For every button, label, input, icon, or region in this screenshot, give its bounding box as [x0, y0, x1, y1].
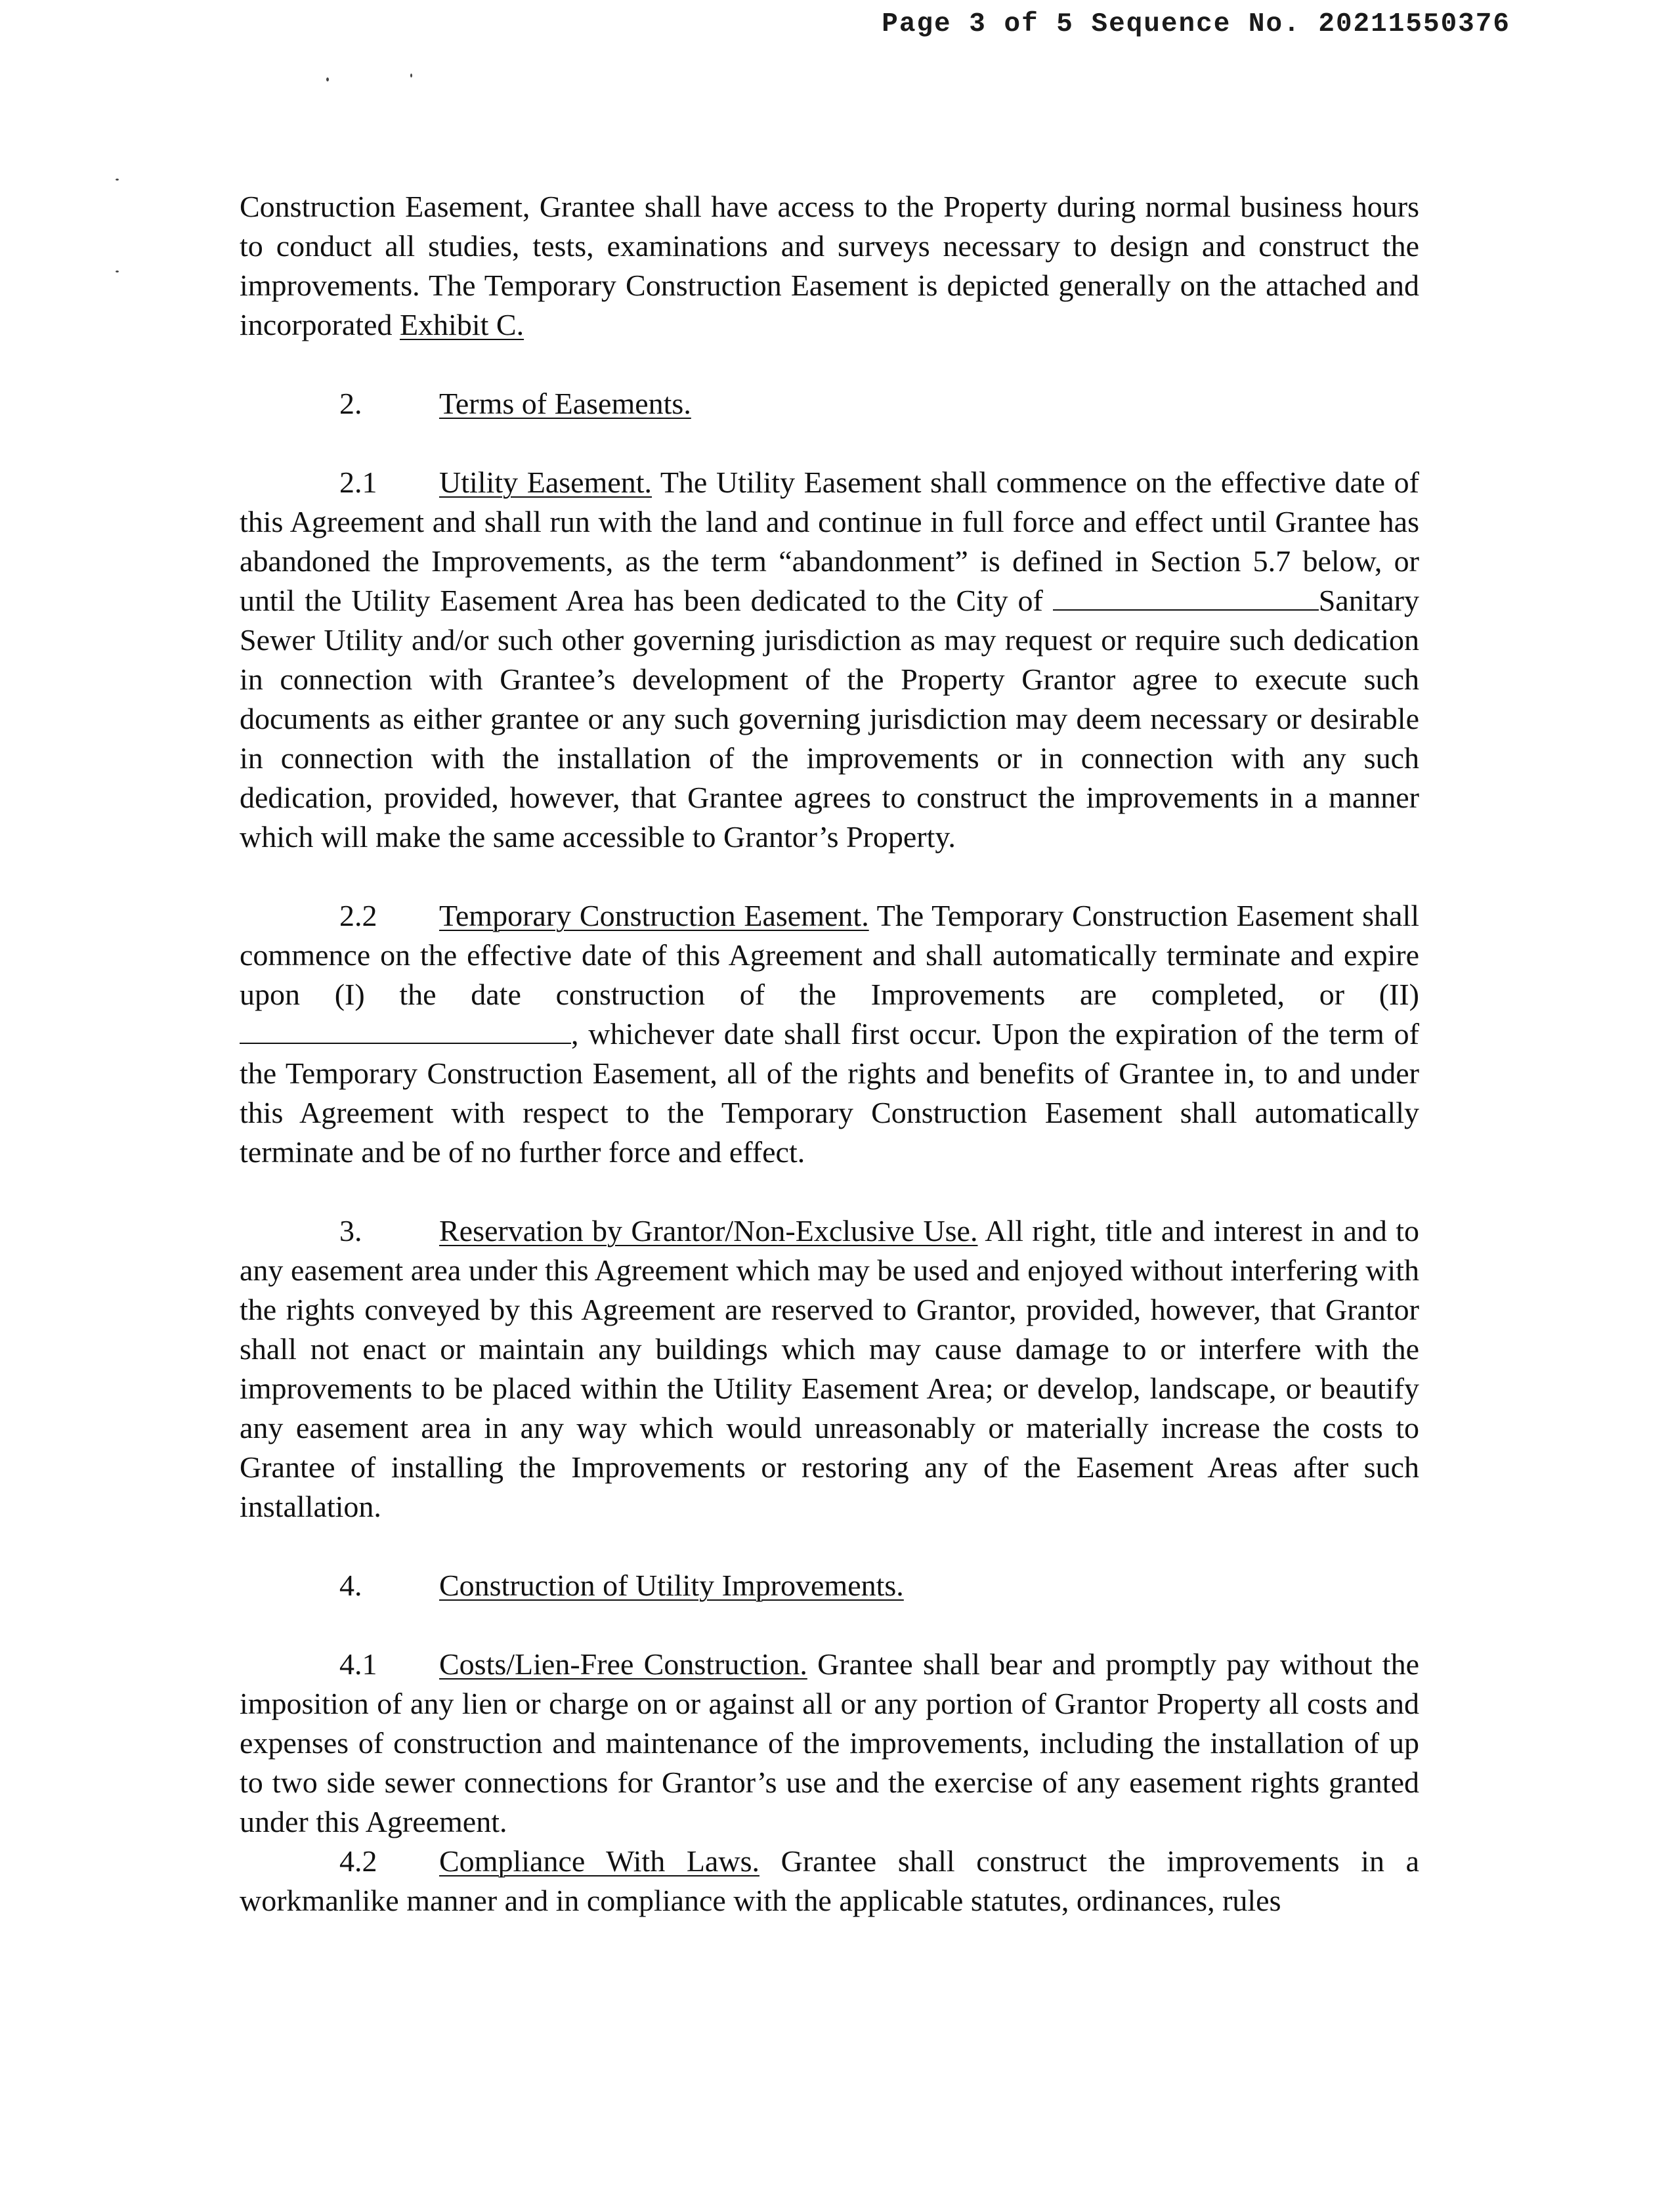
- scan-speck: [116, 271, 119, 272]
- section-number: 4.: [339, 1569, 362, 1602]
- intro-paragraph: [240, 187, 1419, 345]
- section-title: Terms of Easements.: [439, 387, 691, 420]
- section-number: 3.: [339, 1214, 362, 1247]
- section-text: , whichever date shall first occur. Upon the expiration of the term of the Temporary Construction Easement, all of the rights and benefits of Grantee in, to and under this Agreement with respect to the Temporary Construction Easement shall automatically terminate and be of no further force and effect.: [240, 1017, 1419, 1169]
- scan-speck: [116, 179, 119, 181]
- page-sequence-stamp: Page 3 of 5 Sequence No. 20211550376: [882, 9, 1510, 39]
- section-title: Reservation by Grantor/Non-Exclusive Use.: [439, 1214, 978, 1247]
- section-4-2-paragraph: [240, 1842, 1419, 1920]
- section-text: Grantee shall bear and promptly pay without the imposition of any lien or charge on or against all or any portion of Grantor Property all costs and expenses of construction and maintenance of the improvements, including the installation of up to two side sewer connections for Grantor’s use and the exercise of any easement rights granted under this Agreement.: [240, 1647, 1419, 1838]
- section-title: Costs/Lien-Free Construction.: [439, 1647, 807, 1681]
- section-3-paragraph: [240, 1211, 1419, 1527]
- fill-in-blank-date: [240, 1016, 571, 1044]
- exhibit-reference: Exhibit C.: [399, 308, 524, 341]
- section-4-1-paragraph: [240, 1645, 1419, 1842]
- fill-in-blank-city: [1053, 583, 1319, 611]
- section-number: 4.1: [339, 1647, 377, 1681]
- section-4-heading: [240, 1566, 1419, 1605]
- section-text: The Utility Easement shall commence on the effective date of this Agreement and shall run with the land and continue in full force and effect until Grantee has abandoned the Improvements, as the term “abandonment” is defined in Section 5.7 below, or until the Utility Easement Area has been dedicated to the City of: [240, 466, 1420, 617]
- document-body: [240, 187, 1419, 1920]
- section-text: All right, title and interest in and to any easement area under this Agreement which may be used and enjoyed without interfering with the rights conveyed by this Agreement are reserved to Grantor, provided, however, that Grantor shall not enact or maintain any buildings which may cause damage to or interfere with the improvements to be placed within the Utility Easement Area; or develop, landscape, or beautify any easement area in any way which would unreasonably or materially increase the costs to Grantee of installing the Improvements or restoring any of the Easement Areas after such installation.: [240, 1214, 1419, 1523]
- section-number: 2.1: [339, 466, 377, 499]
- scan-speck: [410, 74, 412, 77]
- section-title: Construction of Utility Improvements.: [439, 1569, 904, 1602]
- section-text: The Temporary Construction Easement shall commence on the effective date of this Agreement and shall automatically terminate and expire upon (I) the date construction of the Improvements are completed, or (II): [240, 899, 1420, 1011]
- section-text: Sanitary Sewer Utility and/or such other governing jurisdiction as may request or require such dedication in connection with Grantee’s development of the Property Grantor agree to execute such documents as either grantee or any such governing jurisdiction may deem necessary or desirable in connection with the installation of the improvements or in connection with any such dedication, provided, however, that Grantee agrees to construct the improvements in a manner which will make the same accessible to Grantor’s Property.: [240, 584, 1419, 854]
- section-text: Grantee shall construct the improvements in a workmanlike manner and in compliance with the applicable statutes, ordinances, rules: [240, 1844, 1419, 1917]
- section-2-1-paragraph: [240, 463, 1419, 857]
- section-title: Utility Easement.: [439, 466, 652, 499]
- section-number: 4.2: [339, 1844, 377, 1878]
- section-2-heading: [240, 384, 1419, 423]
- section-title: Compliance With Laws.: [439, 1844, 759, 1878]
- section-2-2-paragraph: [240, 896, 1419, 1172]
- section-title: Temporary Construction Easement.: [439, 899, 869, 932]
- section-number: 2.: [339, 387, 362, 420]
- section-number: 2.2: [339, 899, 377, 932]
- scan-speck: [326, 77, 329, 81]
- intro-text: Construction Easement, Grantee shall have access to the Property during normal business hours to conduct all studies, tests, examinations and surveys necessary to design and construct the improvements. The Temporary Construction Easement is depicted generally on the attached and incorporated: [240, 190, 1419, 341]
